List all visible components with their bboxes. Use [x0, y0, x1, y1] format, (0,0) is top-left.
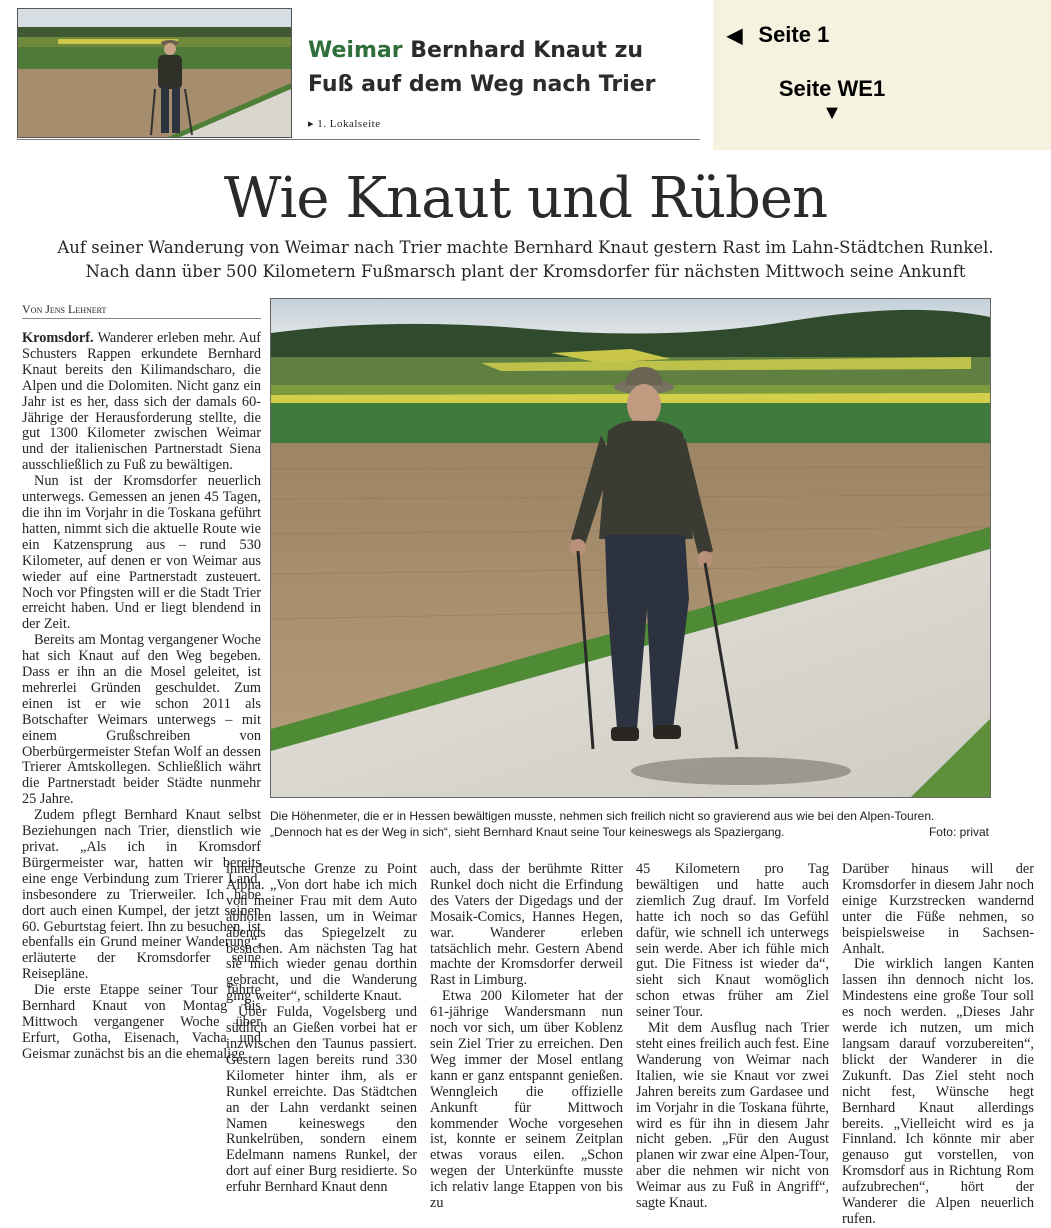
teaser-title-line2: Fuß auf dem Weg nach Trier: [308, 72, 656, 97]
photo-caption-text: Die Höhenmeter, die er in Hessen bewältigen musste, nehmen sich freilich nicht so gravierend aus wie bei den Alpen-Touren. „Dennoch hat es der Weg in sich“, sieht Bernhard Knaut seine Tour keineswegs als Spaziergang.: [270, 809, 935, 839]
left-arrow-icon: ◀: [727, 25, 743, 47]
col3-paragraph-2: Etwa 200 Kilometer hat der 61-jährige Wandersmann nun noch vor sich, um über Koblenz sein Ziel Trier zu erreichen. Den Weg immer der Mosel entlang kann er ganz entspannt genießen. Wenngleich die offizielle Ankunft für Mittwoch kommender Woche vorgesehen ist, konnte er seinem Zeitplan etwas voraus eilen. „Schon wegen der Unterkünfte musste ich relativ lange Etappen von bis zu: [430, 988, 623, 1212]
teaser-place: Weimar: [308, 38, 403, 63]
deck-line-2: Nach dann über 500 Kilometern Fußmarsch plant der Kromsdorfer für nächsten Mittwoch seine Ankunft: [85, 262, 966, 281]
byline-divider: [22, 318, 261, 319]
article-column-5: [842, 862, 1034, 1228]
down-arrow-icon: ▼: [822, 102, 842, 124]
dateline: Kromsdorf.: [22, 330, 94, 346]
article-column-4: [636, 862, 829, 1212]
teaser-photo-image: [18, 9, 291, 137]
teaser-divider: [17, 139, 700, 140]
page-1-link[interactable]: [727, 22, 829, 48]
col1-paragraph-1: Wanderer erleben mehr. Auf Schusters Rappen erkundete Bernhard Knaut bereits den Kilimandscharo, die Alpen und die Dolomiten. Nicht ganz ein Jahr ist es her, dass sich der damals 60-Jährige der Herausforderung stellte, die gut 1300 Kilometer zwischen Weimar und der italienischen Partnerstadt Siena ausschließlich zu Fuß zu bewältigen.: [22, 330, 261, 474]
teaser-photo: [17, 8, 292, 138]
col1-paragraph-5: Die erste Etappe seiner Tour führte Bernhard Knaut von Montag bis Mittwoch vergangener Woche über Erfurt, Gotha, Eisenach, Vacha und Geismar zunächst bis an die ehemalige: [22, 982, 261, 1062]
teaser-page-ref[interactable]: ▸ 1. Lokalseite: [308, 118, 381, 130]
page-1-label: Seite 1: [758, 22, 830, 47]
main-photo: [270, 298, 991, 798]
photo-credit: Foto: privat: [928, 825, 989, 839]
col4-paragraph-1: 45 Kilometern pro Tag bewältigen und hatte auch ziemlich Zug drauf. Im Vorfeld hatte ich noch so das Gefühl dafür, wie schnell ich unterwegs sein werde. Aber ich fühle mich gut. Die Fitness ist wieder da“, sieht sich Knaut womöglich schon etwas früher am Ziel seiner Tour.: [636, 861, 829, 1021]
col5-paragraph-1: Darüber hinaus will der Kromsdorfer in diesem Jahr noch einige Kurzstrecken wandernd unter die Füße nehmen, so beispielsweise in Sachsen-Anhalt.: [842, 861, 1034, 957]
article-column-2: [226, 862, 417, 1196]
page-we1-label: Seite WE1: [778, 76, 886, 101]
main-photo-image: [271, 299, 990, 797]
col2-paragraph-2: Über Fulda, Vogelsberg und südlich an Gießen vorbei hat er inzwischen den Taunus passiert. Gestern lagen bereits rund 330 Kilometer hinter ihm, als er Runkel erreichte. Das Städtchen an der Lahn verdankt seinen Namen keineswegs den Runkelrüben, sondern einem Edelmann namens Runkel, der dort auf einer Burg residierte. So erfuhr Bernhard Knaut denn: [226, 1004, 417, 1196]
col1-paragraph-4: Zudem pflegt Bernhard Knaut selbst Beziehungen nach Trier, dienstlich wie privat. „Als ich in Kromsdorf Bürgermeister war, hatten wir bereits eine enge Verbindung zum Trierer Land, insbesondere zu Trierweiler. Ich habe dort auch einen Kumpel, der jetzt seinen 60. Geburtstag feiert. Ihn zu besuchen, ist ebenfalls ein Grund meiner Wanderung“, erläuterte der Kromsdorfer seine Reisepläne.: [22, 807, 261, 983]
byline: Von Jens Lehnert: [22, 302, 107, 316]
teaser-headline[interactable]: [308, 34, 698, 102]
col5-paragraph-2: Die wirklich langen Kanten lassen ihn dennoch nicht los. Mindestens eine große Tour soll es noch werden. „Dieses Jahr werde ich nutzen, um mich langsam darauf vorzubereiten“, blickt der Wanderer in die Zukunft. Das Ziel steht noch nicht fest, Wünsche hegt Bernhard Knaut allerdings bereits. „Vielleicht wird es ja Finnland. Ich könnte mir aber genauso gut vorstellen, von Kromsdorf aus in Richtung Rom aufzubrechen“, hört der Wanderer die Alpen neuerlich rufen.: [842, 956, 1034, 1227]
page-we1-link[interactable]: [767, 76, 897, 124]
photo-caption: [270, 808, 989, 840]
page-navigation-panel: [713, 0, 1051, 150]
deck-line-1: Auf seiner Wanderung von Weimar nach Trier machte Bernhard Knaut gestern Rast im Lahn-Städtchen Runkel.: [57, 238, 994, 257]
col3-paragraph-1: auch, dass der berühmte Ritter Runkel doch nicht die Erfindung des Vaters der Digedags und der Mosaik-Comics, Hannes Hegen, war. Wanderer erleben tatsächlich mehr. Gestern Abend machte der Kromsdorfer derweil Rast in Limburg.: [430, 861, 623, 989]
col2-paragraph-1: innerdeutsche Grenze zu Point Alpha. „Von dort habe ich mich von meiner Frau mit dem Auto abholen lassen, um in Weimar abends das Spiegelzelt zu besuchen. Am nächsten Tag hat sie mich wieder genau dorthin gebracht, und die Wanderung ging weiter“, schilderte Knaut.: [226, 861, 417, 1005]
col1-paragraph-3: Bereits am Montag vergangener Woche hat sich Knaut auf den Weg begeben. Dass er ihn an die Mosel geleitet, ist mehrerlei Gründen geschuldet. Zum einen ist er wie schon 2011 als Botschafter Weimars unterwegs – mit einem Grußschreiben von Oberbürgermeister Stefan Wolf an dessen Trierer Amtskollegen. Schließlich währt die Partnerstadt beider Städte nunmehr 25 Jahre.: [22, 632, 261, 808]
col1-paragraph-2: Nun ist der Kromsdorfer neuerlich unterwegs. Gemessen an jenen 45 Tagen, die ihn im Vorjahr in die Toskana geführt hatten, nimmt sich die aktuelle Route wie ein Katzensprung aus – rund 530 Kilometer, auf denen er von Weimar aus wieder auf eine Partnerstadt zusteuert. Noch vor Pfingsten will er die Stadt Trier erreicht haben. Und er liegt blendend in der Zeit.: [22, 473, 261, 633]
col4-paragraph-2: Mit dem Ausflug nach Trier steht eines freilich auch fest. Eine Wanderung von Weimar nach Italien, wie sie Knaut vor zwei Jahren bereits zum Gardasee und im Vorjahr in die Toskana führte, wird es für ihn in diesem Jahr nicht geben. „Für den August planen wir zwar eine Alpen-Tour, aber die nehmen wir nicht von Weimar aus zu Fuß in Angriff“, sagte Knaut.: [636, 1020, 829, 1212]
article-deck: [30, 236, 1021, 284]
article-column-3: [430, 862, 623, 1212]
teaser-title-rest: Bernhard Knaut zu: [410, 38, 644, 63]
article-headline: Wie Knaut und Rüben: [223, 166, 828, 231]
